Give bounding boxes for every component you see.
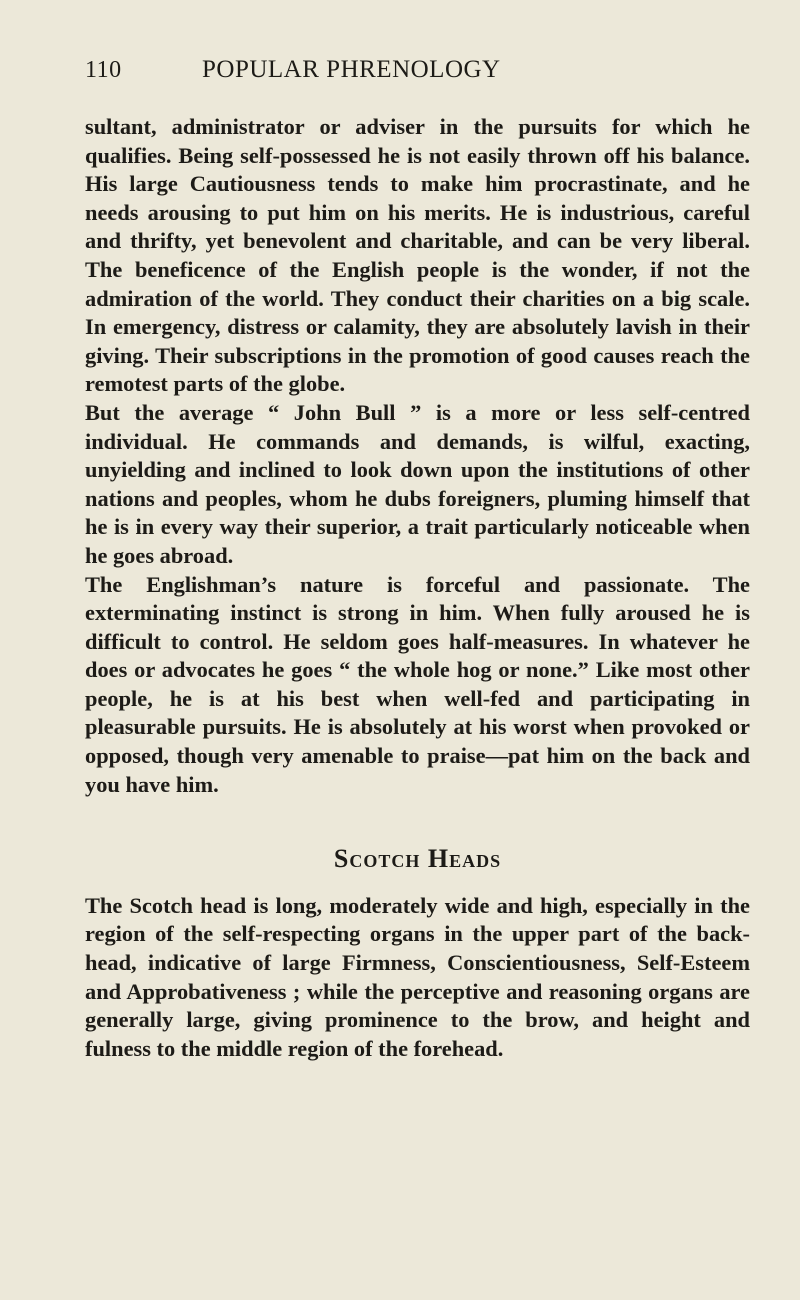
running-title: POPULAR PHRENOLOGY xyxy=(202,56,501,83)
page-number: 110 xyxy=(85,57,122,83)
body-text xyxy=(85,113,750,1063)
running-head xyxy=(85,56,750,100)
paragraph-john-bull: But the average “ John Bull ” is a more or less self-centred individual. He commands and demands, is wilful, exacting, unyielding and inclined to look down upon the institutions of other nations and peoples, whom he dubs foreigners, pluming himself that he is in every way their superior, a trait particularly noticeable when he goes abroad. xyxy=(85,399,750,568)
paragraph-scotch-head: The Scotch head is long, moderately wide and high, especially in the region of the self-respecting organs in the upper part of the back-head, indicative of large Firmness, Conscientiousness, Self-Esteem and Approbativeness ; while the perceptive and reasoning organs are generally large, giving prominence to the brow, and height and fulness to the middle region of the forehead. xyxy=(85,892,750,1061)
paragraph-continuation: sultant, administrator or adviser in the pursuits for which he qualifies. Being self-possessed he is not easily thrown off his balance. His large Cautiousness tends to make him procrastinate, and he needs arousing to put him on his merits. He is industrious, careful and thrifty, yet benevolent and charitable, and can be very liberal. The beneficence of the English people is the wonder, if not the admiration of the world. They conduct their charities on a big scale. In emergency, distress or calamity, they are absolutely lavish in their giving. Their subscriptions in the promotion of good causes reach the remotest parts of the globe. xyxy=(85,114,750,397)
section-heading: Scotch Heads xyxy=(333,844,502,874)
paragraph-englishman-nature: The Englishman’s nature is forceful and passionate. The exterminating instinct is strong in him. When fully aroused he is difficult to control. He seldom goes half-measures. In whatever he does or advocates he goes “ the whole hog or none.” Like most other people, he is at his best when well-fed and participating in pleasurable pursuits. He is absolutely at his worst when provoked or opposed, though very amenable to praise—pat him on the back and you have him. xyxy=(85,571,750,797)
